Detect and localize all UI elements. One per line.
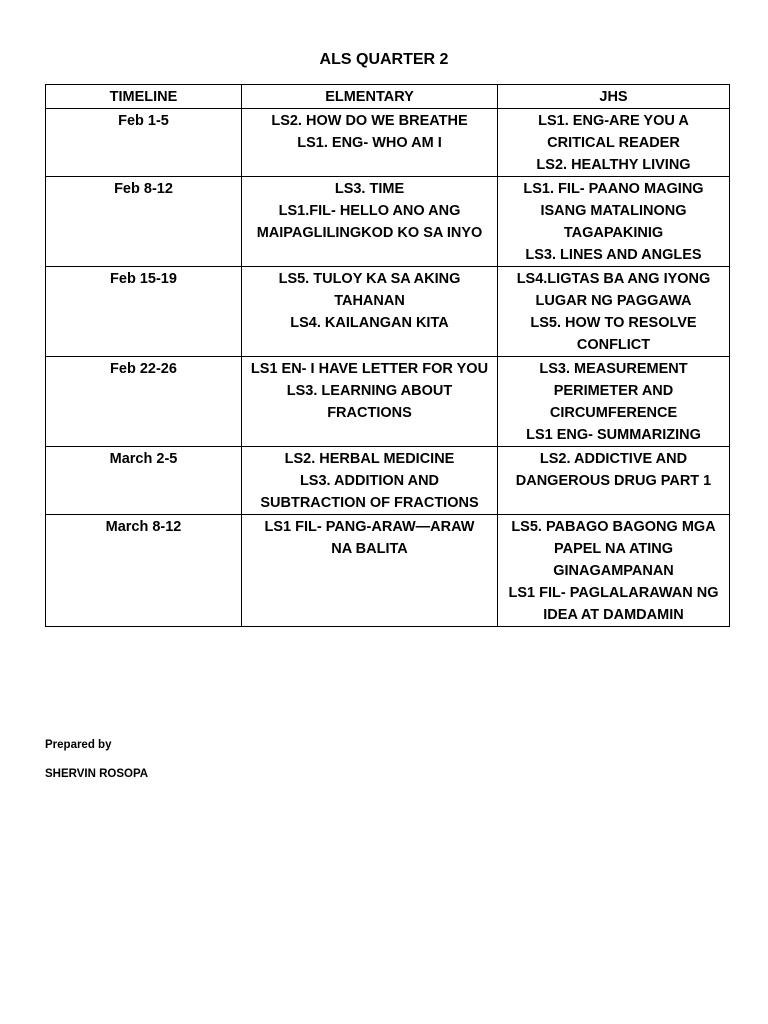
jhs-cell	[498, 357, 730, 447]
jhs-line: ISANG MATALINONG	[540, 203, 687, 219]
elementary-cell	[242, 357, 498, 447]
jhs-line: LS1 ENG- SUMMARIZING	[526, 427, 701, 443]
jhs-line: GINAGAMPANAN	[553, 563, 674, 579]
elementary-cell	[242, 267, 498, 357]
elementary-cell	[242, 177, 498, 267]
jhs-cell	[498, 267, 730, 357]
elementary-line: MAIPAGLILINGKOD KO SA INYO	[256, 225, 483, 241]
elementary-cell	[242, 447, 498, 515]
jhs-line: LUGAR NG PAGGAWA	[535, 293, 692, 309]
jhs-line: CONFLICT	[576, 337, 651, 353]
jhs-line: LS2. ADDICTIVE AND	[539, 451, 688, 467]
header-jhs: JHS	[498, 85, 730, 109]
elementary-line: LS1 FIL- PANG-ARAW—ARAW	[264, 519, 475, 535]
timeline-cell: March 2-5	[46, 447, 242, 515]
jhs-line: TAGAPAKINIG	[563, 225, 664, 241]
elementary-line: LS3. ADDITION AND	[299, 473, 440, 489]
prepared-by-name: SHERVIN ROSOPA	[45, 768, 149, 780]
schedule-table	[45, 84, 730, 627]
jhs-line: LS1. FIL- PAANO MAGING	[523, 181, 704, 197]
jhs-line: LS4.LIGTAS BA ANG IYONG	[516, 271, 711, 287]
table-row	[46, 109, 730, 177]
elementary-line: LS3. LEARNING ABOUT	[286, 383, 453, 399]
table-row	[46, 447, 730, 515]
elementary-line: LS4. KAILANGAN KITA	[290, 315, 449, 331]
elementary-cell	[242, 109, 498, 177]
table-row	[46, 515, 730, 627]
jhs-cell	[498, 177, 730, 267]
timeline-cell: Feb 15-19	[46, 267, 242, 357]
jhs-line: PERIMETER AND	[553, 383, 674, 399]
elementary-line: LS1. ENG- WHO AM I	[297, 135, 442, 151]
elementary-line: NA BALITA	[331, 541, 408, 557]
header-timeline: TIMELINE	[46, 85, 242, 109]
jhs-line: DANGEROUS DRUG PART 1	[515, 473, 712, 489]
jhs-line: LS1. ENG-ARE YOU A	[538, 113, 689, 129]
jhs-line: LS3. LINES AND ANGLES	[525, 247, 702, 263]
timeline-cell: Feb 8-12	[46, 177, 242, 267]
table-row	[46, 177, 730, 267]
document-title: ALS QUARTER 2	[319, 51, 449, 68]
elementary-line: LS3. TIME	[334, 181, 405, 197]
jhs-line: IDEA AT DAMDAMIN	[543, 607, 684, 623]
elementary-line: LS2. HOW DO WE BREATHE	[271, 113, 468, 129]
jhs-cell	[498, 515, 730, 627]
elementary-cell	[242, 515, 498, 627]
jhs-line: LS3. MEASUREMENT	[539, 361, 688, 377]
prepared-by-label: Prepared by	[45, 739, 112, 751]
jhs-line: CRITICAL READER	[547, 135, 680, 151]
jhs-cell	[498, 109, 730, 177]
elementary-line: LS1 EN- I HAVE LETTER FOR YOU	[250, 361, 489, 377]
jhs-line: LS2. HEALTHY LIVING	[536, 157, 691, 173]
elementary-line: LS2. HERBAL MEDICINE	[284, 451, 455, 467]
timeline-cell: Feb 1-5	[46, 109, 242, 177]
header-elementary: ELMENTARY	[242, 85, 498, 109]
jhs-cell	[498, 447, 730, 515]
jhs-line: LS5. HOW TO RESOLVE	[530, 315, 697, 331]
elementary-line: TAHANAN	[334, 293, 405, 309]
table-header-row	[46, 85, 730, 109]
timeline-cell: March 8-12	[46, 515, 242, 627]
jhs-line: LS5. PABAGO BAGONG MGA	[511, 519, 716, 535]
table-row	[46, 357, 730, 447]
jhs-line: CIRCUMFERENCE	[549, 405, 678, 421]
elementary-line: LS5. TULOY KA SA AKING	[278, 271, 461, 287]
jhs-line: LS1 FIL- PAGLALARAWAN NG	[508, 585, 719, 601]
elementary-line: FRACTIONS	[327, 405, 412, 421]
timeline-cell: Feb 22-26	[46, 357, 242, 447]
elementary-line: LS1.FIL- HELLO ANO ANG	[278, 203, 461, 219]
table-row	[46, 267, 730, 357]
elementary-line: SUBTRACTION OF FRACTIONS	[260, 495, 479, 511]
jhs-line: PAPEL NA ATING	[554, 541, 673, 557]
